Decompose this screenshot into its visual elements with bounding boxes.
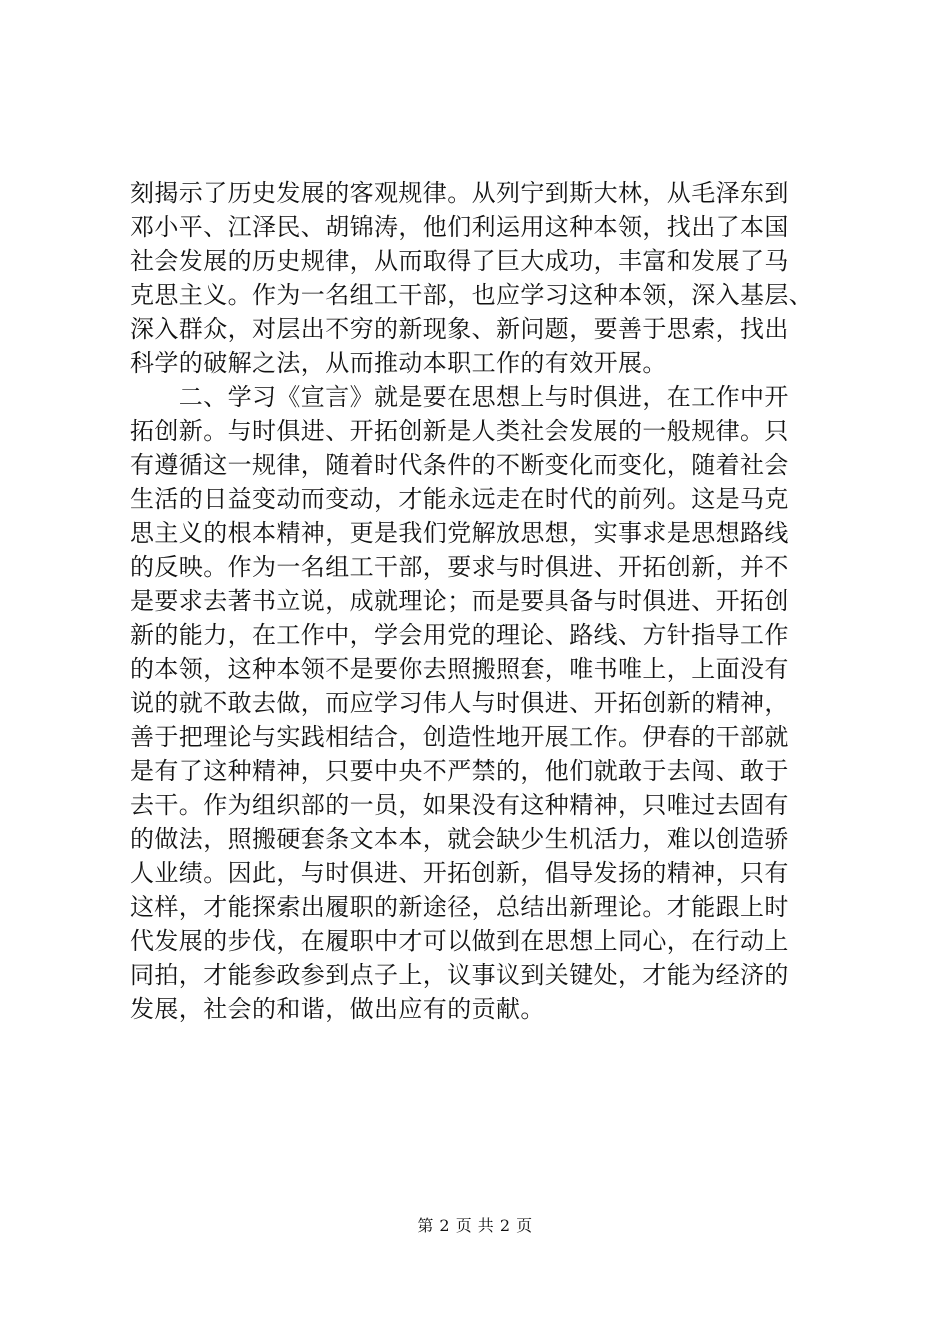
- text-line: 说的就不敢去做，而应学习伟人与时俱进、开拓创新的精神，: [130, 689, 789, 717]
- text-line: 的做法，照搬硬套条文本本，就会缺少生机活力，难以创造骄: [130, 825, 789, 853]
- text-line: 克思主义。作为一名组工干部，也应学习这种本领，深入基层、: [130, 281, 814, 309]
- text-line: 邓小平、江泽民、胡锦涛，他们利运用这种本领，找出了本国: [130, 213, 789, 241]
- text-line: 善于把理论与实践相结合，创造性地开展工作。伊春的干部就: [130, 723, 789, 751]
- text-line: 科学的破解之法，从而推动本职工作的有效开展。: [130, 349, 667, 377]
- text-line: 人业绩。因此，与时俱进、开拓创新，倡导发扬的精神，只有: [130, 859, 789, 887]
- text-line: 拓创新。与时俱进、开拓创新是人类社会发展的一般规律。只: [130, 417, 789, 445]
- text-line: 这样，才能探索出履职的新途径，总结出新理论。才能跟上时: [130, 893, 789, 921]
- text-line: 同拍，才能参政参到点子上，议事议到关键处，才能为经济的: [130, 961, 789, 989]
- page-number-footer: 第 2 页 共 2 页: [417, 1216, 533, 1235]
- text-line: 新的能力，在工作中，学会用党的理论、路线、方针指导工作: [130, 621, 789, 649]
- text-line: 深入群众，对层出不穷的新现象、新问题，要善于思索，找出: [130, 315, 789, 343]
- text-line: 生活的日益变动而变动，才能永远走在时代的前列。这是马克: [130, 485, 789, 513]
- text-line: 的本领，这种本领不是要你去照搬照套，唯书唯上，上面没有: [130, 655, 789, 683]
- text-line: 发展，社会的和谐，做出应有的贡献。: [130, 995, 545, 1023]
- text-line: 有遵循这一规律，随着时代条件的不断变化而变化，随着社会: [130, 451, 789, 479]
- body-text: [130, 176, 830, 1026]
- text-line: 去干。作为组织部的一员，如果没有这种精神，只唯过去固有: [130, 791, 789, 819]
- text-line: 是有了这种精神，只要中央不严禁的，他们就敢于去闯、敢于: [130, 757, 789, 785]
- text-line: 是要求去著书立说，成就理论；而是要具备与时俱进、开拓创: [130, 587, 789, 615]
- text-line: 思主义的根本精神，更是我们党解放思想，实事求是思想路线: [130, 519, 789, 547]
- text-line: 社会发展的历史规律，从而取得了巨大成功，丰富和发展了马: [130, 247, 789, 275]
- text-line: 二、学习《宣言》就是要在思想上与时俱进，在工作中开: [130, 383, 789, 411]
- text-line: 的反映。作为一名组工干部，要求与时俱进、开拓创新，并不: [130, 553, 789, 581]
- text-line: 代发展的步伐，在履职中才可以做到在思想上同心，在行动上: [130, 927, 789, 955]
- text-line: 刻揭示了历史发展的客观规律。从列宁到斯大林，从毛泽东到: [130, 179, 789, 207]
